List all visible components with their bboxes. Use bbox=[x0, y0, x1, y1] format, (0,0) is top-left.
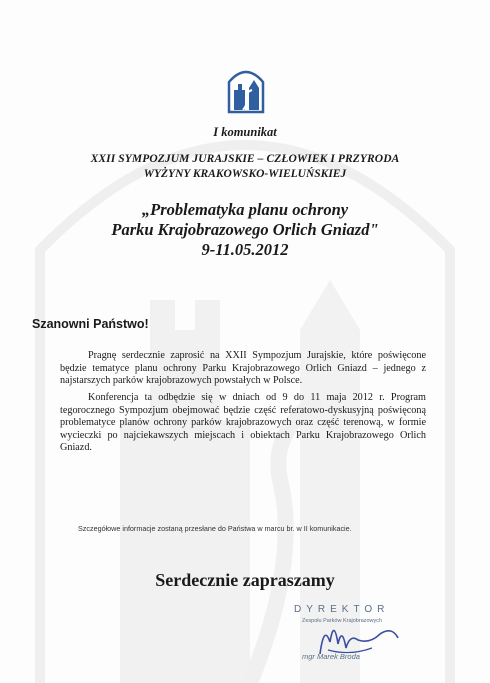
handwritten-signature bbox=[280, 604, 430, 668]
director-stamp bbox=[280, 604, 430, 668]
stamp-name: mgr Marek Broda bbox=[302, 652, 360, 661]
invitation-paragraph: Pragnę serdecznie zaprosić na XXII Sympozjum Jurajskie, które poświęcone będzie tematyce planu ochrony Parku Krajobrazowego Orlich Gniazd – jednego z najstarszych parków krajobrazowych powstałych w Polsce. bbox=[60, 350, 426, 387]
park-logo-icon bbox=[225, 60, 267, 114]
conference-title-line2: Parku Krajobrazowego Orlich Gniazd" bbox=[111, 220, 379, 239]
info-note: Szczegółowe informacje zostaną przesłane do Państwa w marcu br. w II komunikacie. bbox=[78, 524, 352, 533]
greeting: Szanowni Państwo! bbox=[32, 317, 149, 331]
stamp-title: DYREKTOR bbox=[294, 604, 390, 615]
conference-title-line1: „Problematyka planu ochrony bbox=[141, 200, 349, 219]
stamp-organization: Zespołu Parków Krajobrazowych bbox=[302, 618, 383, 624]
conference-dates: 9-11.05.2012 bbox=[201, 240, 289, 259]
closing-line: Serdecznie zapraszamy bbox=[155, 570, 335, 590]
announcement-number: I komunikat bbox=[213, 125, 277, 139]
symposium-name-line2: WYŻYNY KRAKOWSKO-WIELUŃSKIEJ bbox=[143, 168, 347, 180]
symposium-name-line1: XXII SYMPOZJUM JURAJSKIE – CZŁOWIEK I PRZYRODA bbox=[90, 153, 400, 165]
program-paragraph: Konferencja ta odbędzie się w dniach od 9 do 11 maja 2012 r. Program tegorocznego Sympozjum obejmować będzie część referatowo-dyskusyjną poświęconą problematyce planów ochrony parków krajobrazowych oraz część terenową, w formie wycieczki po najciekawszych miejscach i obiektach Parku Krajobrazowego Orlich Gniazd. bbox=[60, 392, 426, 454]
